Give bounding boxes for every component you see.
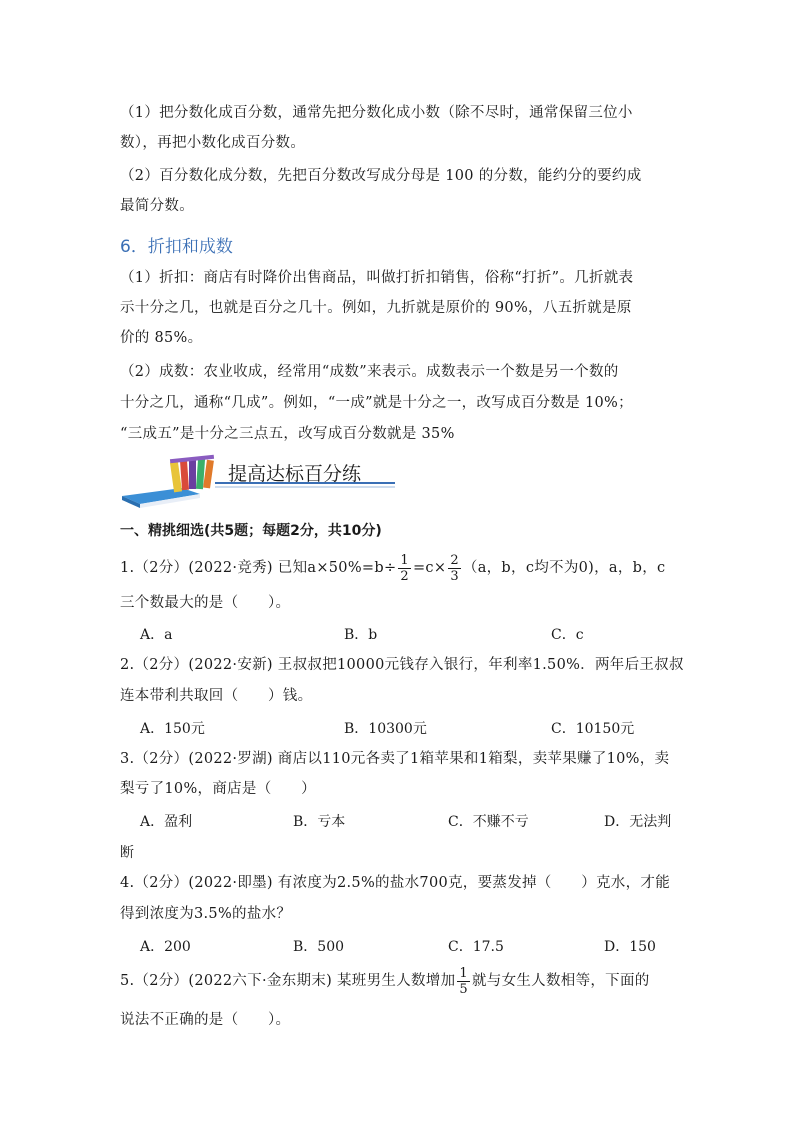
q5-frac-den: 5 bbox=[459, 981, 468, 997]
intro-p2-line2: 最简分数。 bbox=[120, 198, 194, 214]
q3-option-b[interactable]: B．亏本 bbox=[293, 814, 346, 830]
discount-line1: （1）折扣：商店有时降价出售商品，叫做打折扣销售，俗称“打折”。几折就表 bbox=[120, 270, 634, 286]
q3-option-d-wrap: 断 bbox=[120, 845, 134, 861]
q2-line2: 连本带利共取回（ ）钱。 bbox=[120, 688, 313, 704]
q1-fraction-1 bbox=[398, 553, 411, 584]
q4-option-b[interactable]: B．500 bbox=[293, 939, 345, 955]
q1-text-mid: =c× bbox=[412, 560, 447, 576]
q1-frac2-num: 2 bbox=[450, 552, 459, 568]
q1-line2: 三个数最大的是（ ）。 bbox=[120, 595, 291, 611]
q2-option-a[interactable]: A．150元 bbox=[140, 721, 205, 737]
proportion-line2: 十分之几，通称“几成”。例如，“一成”就是十分之一，改写成百分数是 10%； bbox=[120, 395, 633, 411]
q4-option-c[interactable]: C．17.5 bbox=[448, 939, 504, 955]
q2-option-b[interactable]: B．10300元 bbox=[344, 721, 427, 737]
q5-text-post: 就与女生人数相等，下面的 bbox=[471, 973, 650, 989]
q1-frac1-num: 1 bbox=[400, 552, 409, 568]
exercise-section-title: 一、精挑细选(共5题；每题2分，共10分) bbox=[120, 523, 382, 539]
proportion-line3: “三成五”是十分之三点五，改写成百分数就是 35% bbox=[120, 426, 455, 442]
discount-line2: 示十分之几，也就是百分之几十。例如，九折就是原价的 90%，八五折就是原 bbox=[120, 300, 632, 316]
section-6-heading: 6．折扣和成数 bbox=[120, 237, 233, 257]
q3-option-d[interactable]: D．无法判 bbox=[604, 814, 672, 830]
intro-p2-line1: （2）百分数化成分数，先把百分数改写成分母是 100 的分数，能约分的要约成 bbox=[120, 168, 642, 184]
q1-line1 bbox=[120, 552, 665, 584]
q1-option-b[interactable]: B．b bbox=[344, 627, 378, 643]
banner-title: 提高达标百分练 bbox=[228, 463, 362, 485]
q1-option-c[interactable]: C．c bbox=[551, 627, 584, 643]
q1-option-a[interactable]: A．a bbox=[140, 627, 173, 643]
q5-fraction bbox=[457, 966, 470, 997]
q1-frac2-den: 3 bbox=[450, 568, 459, 584]
q4-line1: 4.（2分）(2022·即墨) 有浓度为2.5%的盐水700克，要蒸发掉（ ）克水，才能 bbox=[120, 875, 671, 891]
q3-line1: 3.（2分）(2022·罗湖) 商店以110元各卖了1箱苹果和1箱梨，卖苹果赚了10%，卖 bbox=[120, 751, 670, 767]
q3-option-a[interactable]: A．盈利 bbox=[140, 814, 193, 830]
q1-frac1-den: 2 bbox=[400, 568, 409, 584]
q5-line2: 说法不正确的是（ ）。 bbox=[120, 1012, 291, 1028]
intro-p1-line2: 数），再把小数化成百分数。 bbox=[120, 135, 306, 151]
q5-line1 bbox=[120, 964, 650, 998]
q4-option-a[interactable]: A．200 bbox=[140, 939, 191, 955]
q2-option-c[interactable]: C．10150元 bbox=[551, 721, 635, 737]
q1-fraction-2 bbox=[448, 553, 461, 584]
q5-frac-num: 1 bbox=[459, 965, 468, 981]
q1-text-post: （a，b，c均不为0)，a，b，c bbox=[462, 560, 666, 576]
discount-line3: 价的 85%。 bbox=[120, 330, 203, 346]
q4-line2: 得到浓度为3.5%的盐水？ bbox=[120, 906, 292, 922]
q4-option-d[interactable]: D．150 bbox=[604, 939, 656, 955]
q5-text-pre: 5.（2分）(2022六下·金东期末) 某班男生人数增加 bbox=[120, 973, 456, 989]
q3-option-c[interactable]: C．不赚不亏 bbox=[448, 814, 529, 830]
intro-p1-line1: （1）把分数化成百分数，通常先把分数化成小数（除不尽时，通常保留三位小 bbox=[120, 105, 633, 121]
q3-line2: 梨亏了10%，商店是（ ） bbox=[120, 781, 316, 797]
proportion-line1: （2）成数：农业收成，经常用“成数”来表示。成数表示一个数是另一个数的 bbox=[120, 364, 619, 380]
q2-line1: 2.（2分）(2022·安新) 王叔叔把10000元钱存入银行，年利率1.50%．两年后王叔叔 bbox=[120, 657, 684, 673]
q1-text-pre: 1.（2分）(2022·竞秀) 已知a×50%=b÷ bbox=[120, 560, 397, 576]
